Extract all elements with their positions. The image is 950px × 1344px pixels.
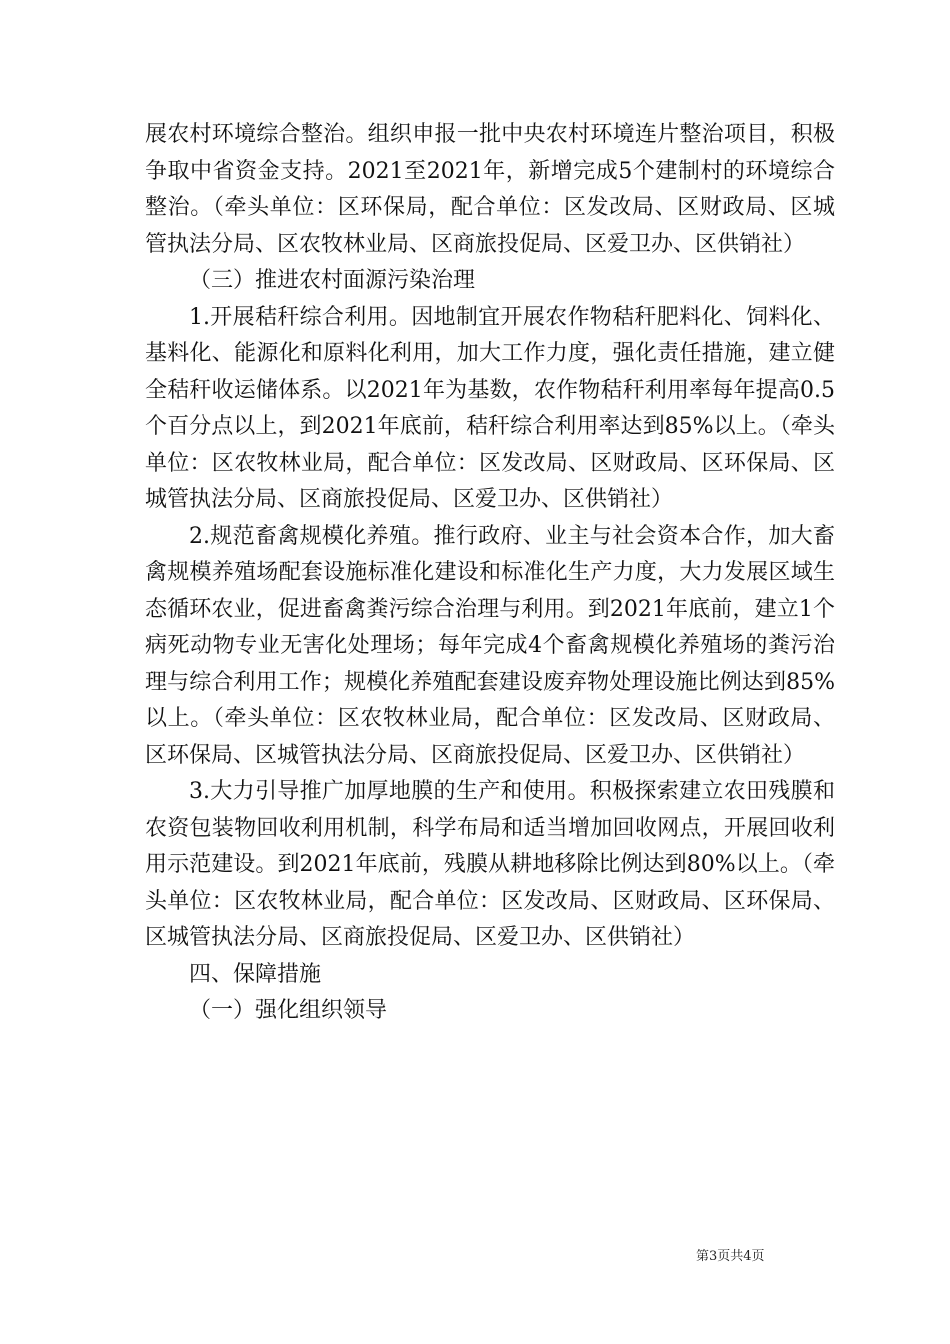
paragraph-straw-utilization: 1.开展秸秆综合利用。因地制宜开展农作物秸秆肥料化、饲料化、基料化、能源化和原料化利用，加大工作力度，强化责任措施，建立健全秸秆收运储体系。以2021年为基数，农作物秸秆利用率每年提高0.5个百分点以上，到2021年底前，秸秆综合利用率达到85%以上。（牵头单位：区农牧林业局，配合单位：区发改局、区财政局、区环保局、区城管执法分局、区商旅投促局、区爱卫办、区供销社） — [145, 304, 835, 512]
paragraph-livestock-farming: 2.规范畜禽规模化养殖。推行政府、业主与社会资本合作，加大畜禽规模养殖场配套设施标准化建设和标准化生产力度，大力发展区域生态循环农业，促进畜禽粪污综合治理与利用。到2021年底前，建立1个病死动物专业无害化处理场；每年完成4个畜禽规模化养殖场的粪污治理与综合利用工作；规模化养殖配套建设废弃物处理设施比例达到85%以上。（牵头单位：区农牧林业局，配合单位：区发改局、区财政局、区环保局、区城管执法分局、区商旅投促局、区爱卫办、区供销社） — [145, 523, 835, 768]
section-heading-rural-pollution: （三）推进农村面源污染治理 — [189, 268, 476, 293]
subsection-heading-organization: （一）强化组织领导 — [189, 998, 388, 1023]
section-heading-safeguards: 四、保障措施 — [189, 961, 322, 987]
page-number-footer: 第3页共4页 — [696, 1249, 765, 1264]
paragraph-continuation: 展农村环境综合整治。组织申报一批中央农村环境连片整治项目，积极争取中省资金支持。2021至2021年，新增完成5个建制村的环境综合整治。（牵头单位：区环保局，配合单位：区发改局、区财政局、区城管执法分局、区农牧林业局、区商旅投促局、区爱卫办、区供销社） — [145, 122, 835, 257]
document-body — [145, 117, 835, 1030]
paragraph-mulch-film: 3.大力引导推广加厚地膜的生产和使用。积极探索建立农田残膜和农资包装物回收利用机制，科学布局和适当增加回收网点，开展回收利用示范建设。到2021年底前，残膜从耕地移除比例达到80%以上。（牵头单位：区农牧林业局，配合单位：区发改局、区财政局、区环保局、区城管执法分局、区商旅投促局、区爱卫办、区供销社） — [145, 779, 835, 950]
